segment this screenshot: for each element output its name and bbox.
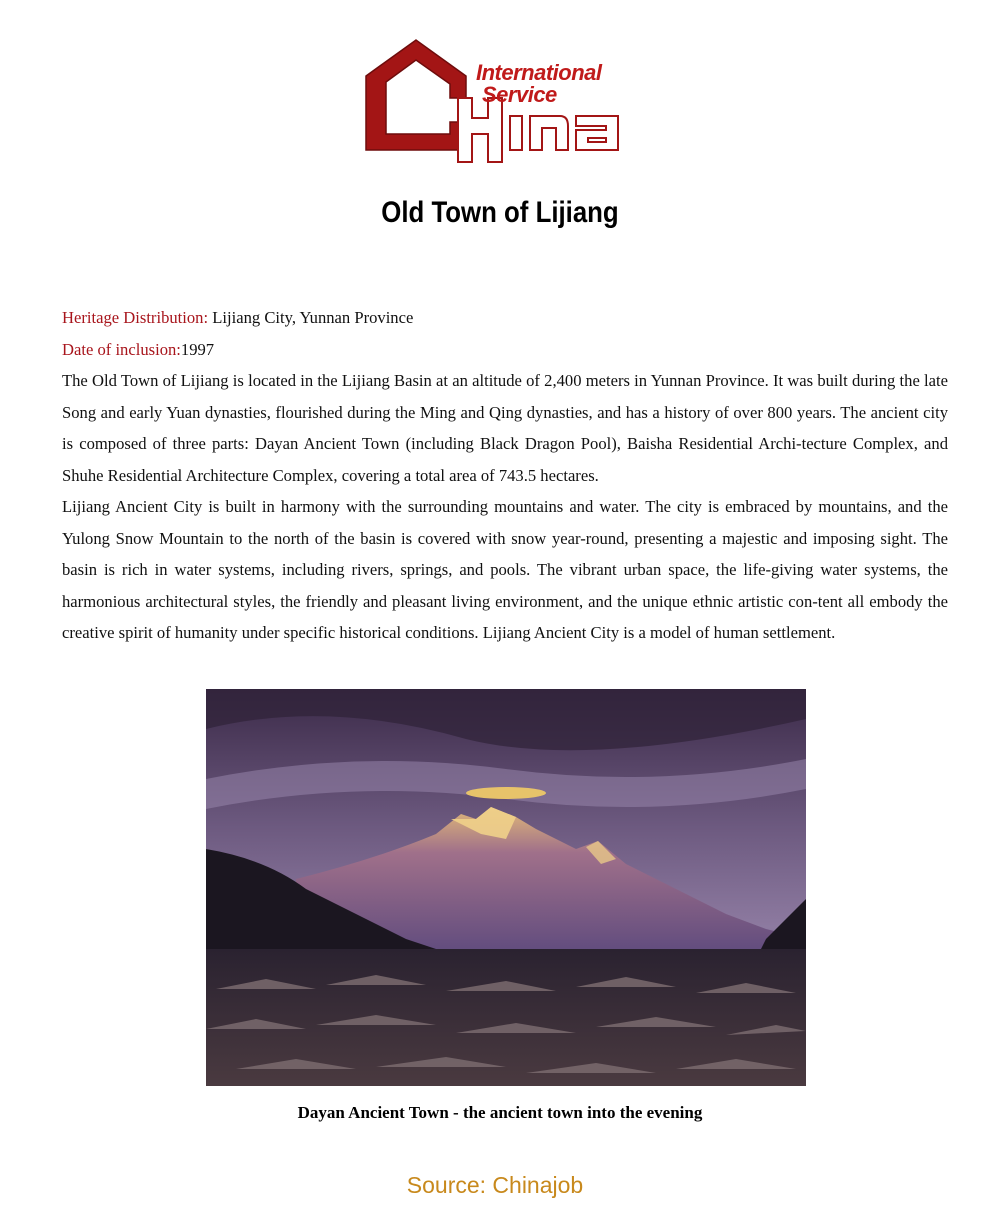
paragraph-harmony: Lijiang Ancient City is built in harmony with the surrounding mountains and water. The city is embraced by mountains, and the Yulong Snow Mountain to the north of the basin is covered with snow year-round, presenting a majestic and imposing sight. The basin is rich in water systems, including rivers, springs, and pools. The vibrant urban space, the life-giving water systems, the harmonious architectural styles, the friendly and pleasant living environment, and the unique ethnic artistic con-tent all embody the creative spirit of humanity under specific historical conditions. Lijiang Ancient City is a model of human settlement. — [62, 497, 948, 642]
china-international-service-logo — [364, 38, 628, 168]
article-body — [62, 302, 948, 649]
paragraph-intro: The Old Town of Lijiang is located in the Lijiang Basin at an altitude of 2,400 meters in Yunnan Province. It was built during the late Song and early Yuan dynasties, flourished during the Ming and Qing dynasties, and has a history of over 800 years. The ancient city is composed of three parts: Dayan Ancient Town (including Black Dragon Pool), Baisha Residential Archi-tecture Complex, and Shuhe Residential Architecture Complex, covering a total area of 743.5 hectares. — [62, 371, 948, 485]
logo-line1: International — [476, 60, 602, 85]
heritage-distribution-row — [62, 302, 948, 334]
source-credit: Source: Chinajob — [406, 1172, 584, 1198]
page-title: Old Town of Lijiang — [381, 196, 619, 229]
photo-caption: Dayan Ancient Town - the ancient town into the evening — [297, 1103, 703, 1122]
date-of-inclusion-label: Date of inclusion: — [62, 339, 181, 359]
date-of-inclusion-value: 1997 — [180, 339, 215, 359]
lijiang-evening-photo — [206, 689, 806, 1086]
heritage-distribution-label: Heritage Distribution: — [62, 308, 209, 327]
logo-line2: Service — [482, 82, 557, 107]
heritage-distribution-value: Lijiang City, Yunnan Province — [208, 308, 414, 327]
date-of-inclusion-row — [62, 334, 948, 366]
